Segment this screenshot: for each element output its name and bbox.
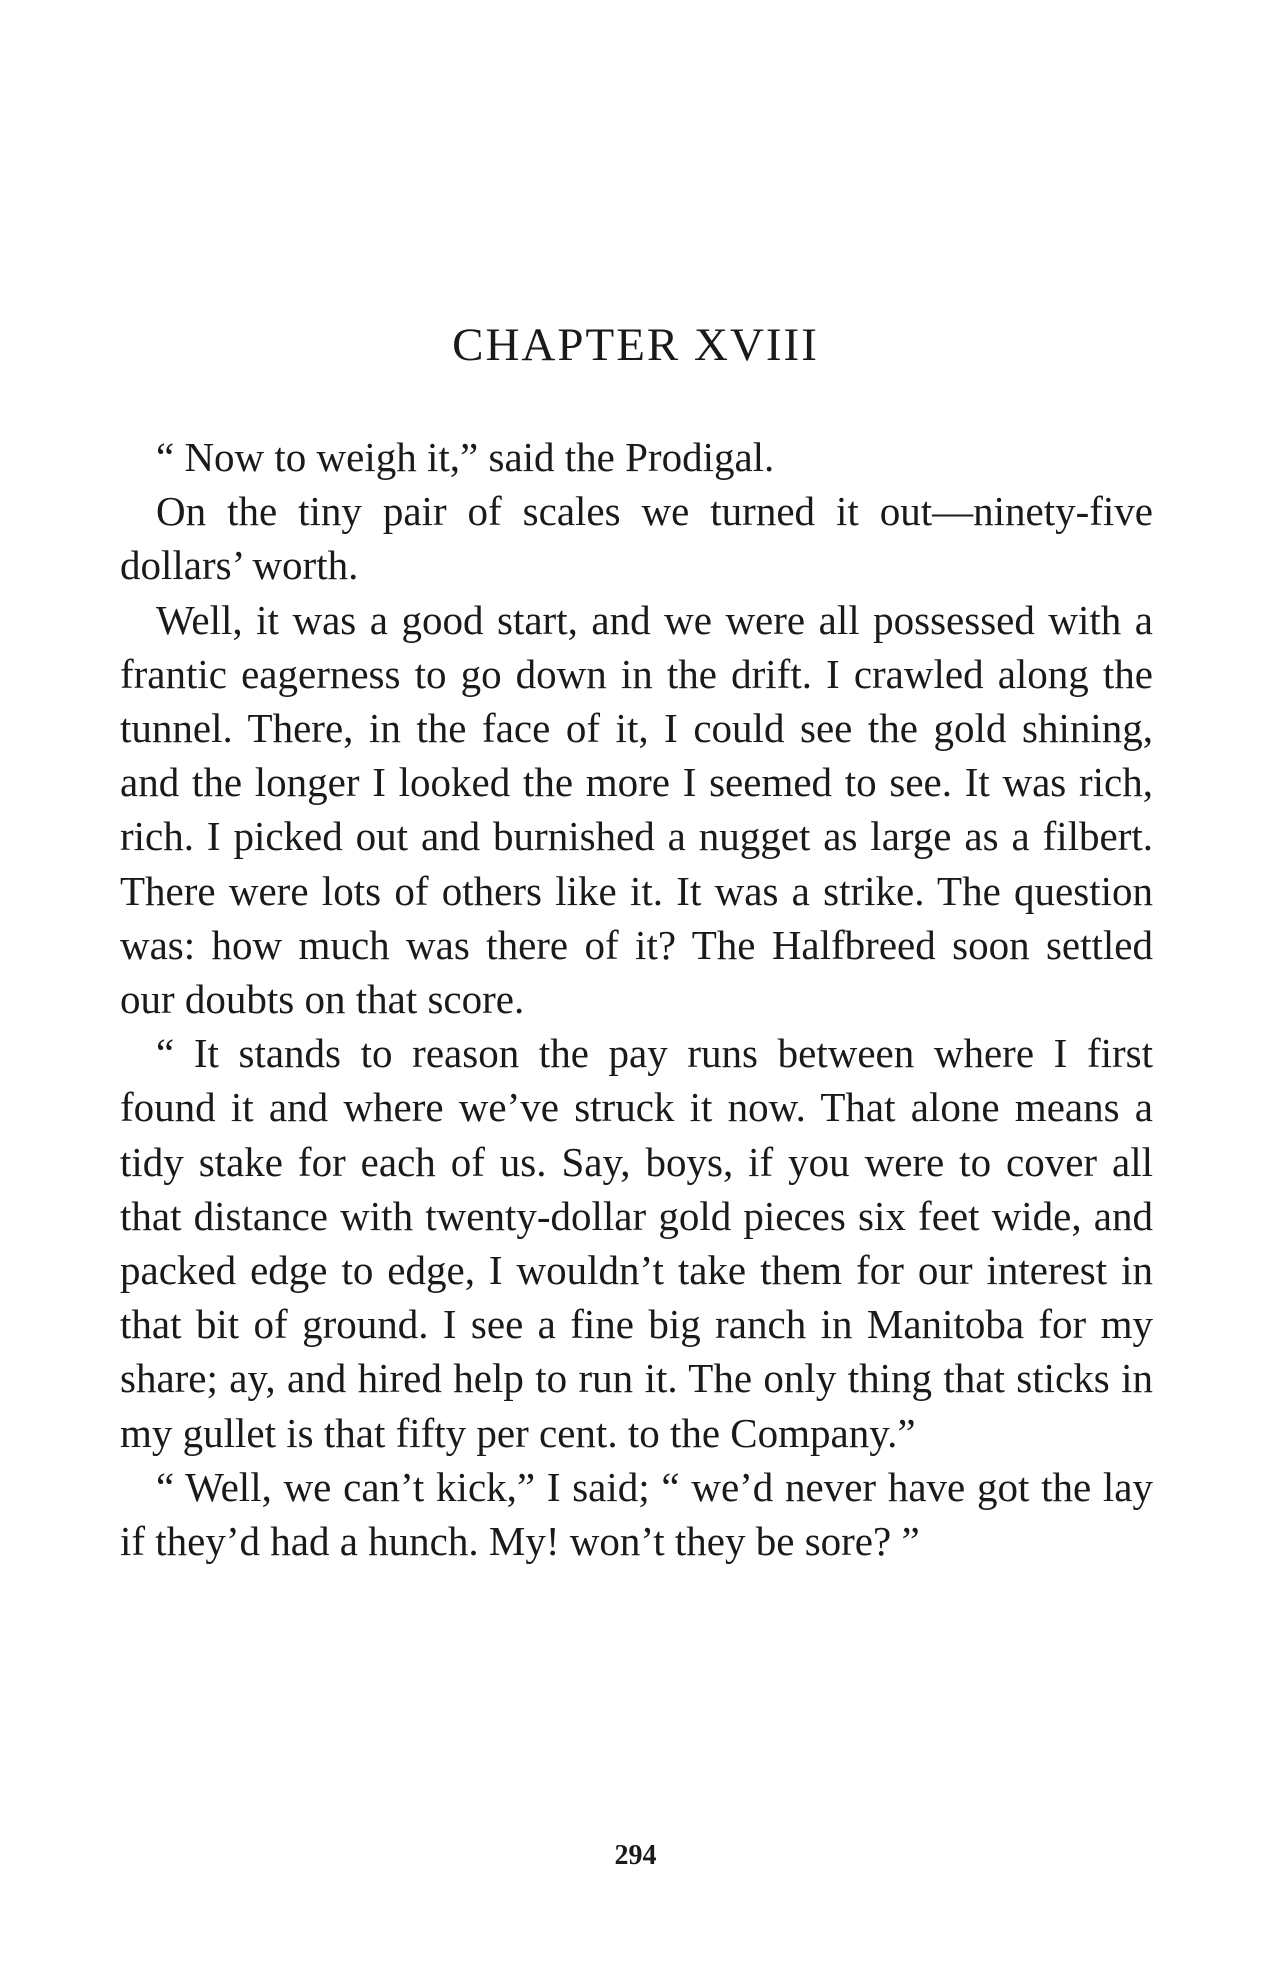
chapter-title: CHAPTER XVIII	[452, 319, 819, 371]
paragraph: “ Now to weigh it,” said the Prodigal.	[156, 434, 775, 480]
paragraph: Well, it was a good start, and we were all possessed with a frantic eagerness to go down in the drift. I crawled along the tunnel. There, in the face of it, I could see the gold shining, and the longer I looked the more I seemed to see. It was rich, rich. I picked out and burnished a nugget as large as a filbert. There were lots of others like it. It was a strike. The question was: how much was there of it? The Halfbreed soon settled our doubts on that score.	[120, 596, 1153, 1023]
paragraph: On the tiny pair of scales we turned it out—ninety-five dollars’ worth.	[120, 488, 1153, 589]
body-text	[120, 430, 1153, 1568]
paragraph: “ It stands to reason the pay runs between where I first found it and where we’ve struck it now. That alone means a tidy stake for each of us. Say, boys, if you were to cover all that distance with twenty-dollar gold pieces six feet wide, and packed edge to edge, I wouldn’t take them for our interest in that bit of ground. I see a fine big ranch in Manitoba for my share; ay, and hired help to run it. The only thing that sticks in my gullet is that fifty per cent. to the Company.”	[120, 1030, 1153, 1456]
paragraph: “ Well, we can’t kick,” I said; “ we’d never have got the lay if they’d had a hunch. My! won’t they be sore? ”	[120, 1463, 1153, 1565]
page-number: 294	[614, 1840, 657, 1871]
